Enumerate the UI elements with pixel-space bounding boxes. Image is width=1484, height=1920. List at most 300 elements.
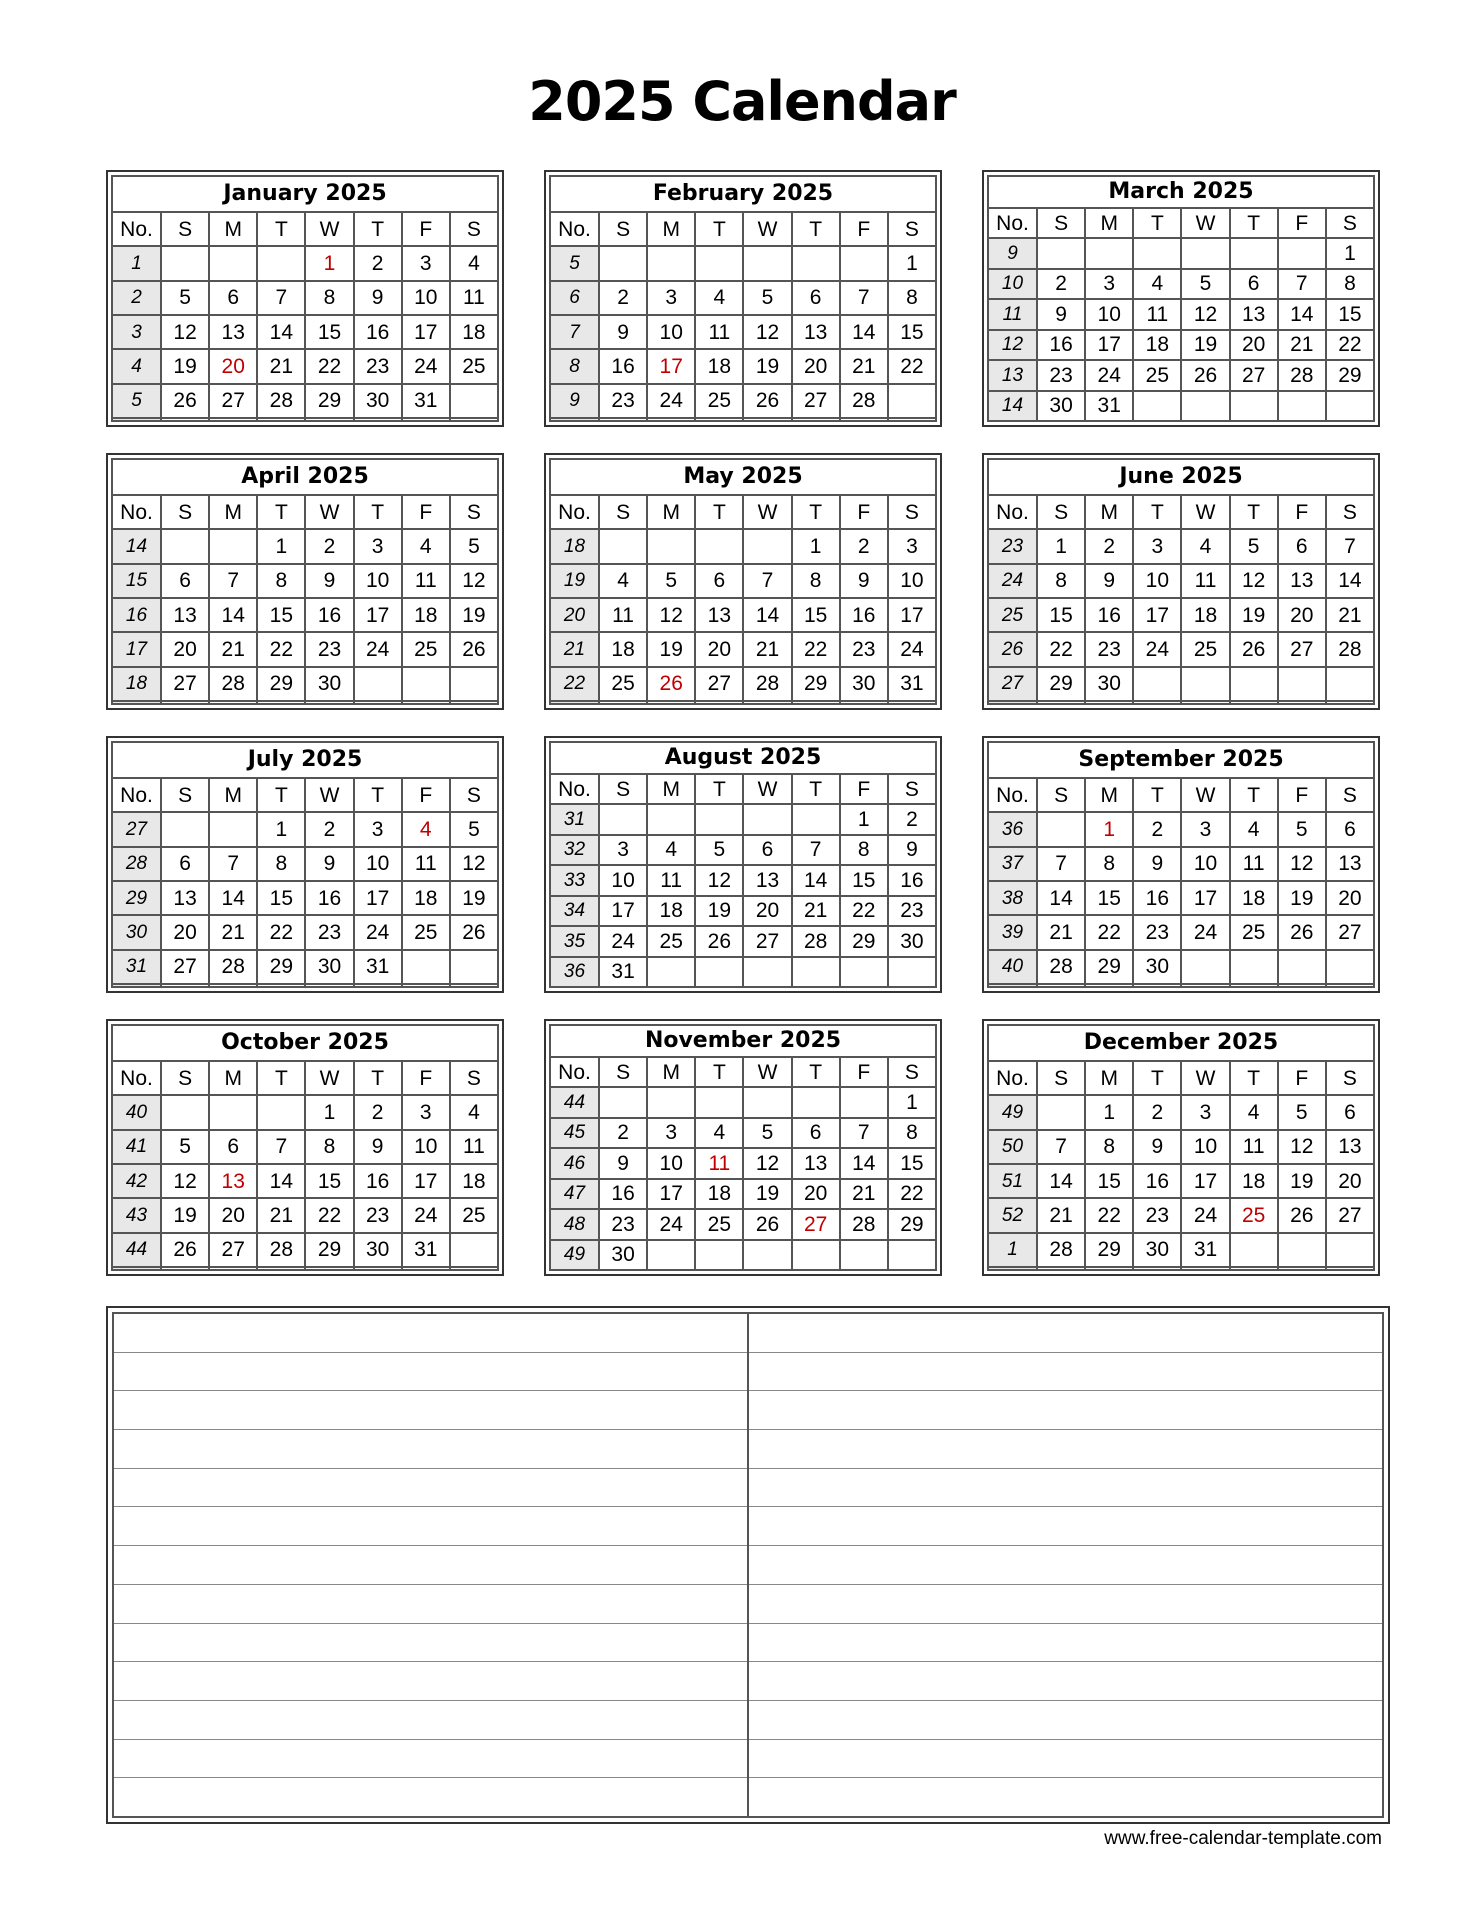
- day-cell: 20: [695, 632, 743, 666]
- month-title: September 2025: [988, 742, 1374, 778]
- week-row: [112, 1198, 498, 1232]
- day-cell: [1181, 391, 1229, 422]
- day-cell: 30: [1133, 950, 1181, 984]
- day-cell: 14: [257, 1164, 305, 1198]
- day-cell: 5: [1278, 1095, 1326, 1129]
- week-row: [550, 418, 936, 421]
- day-cell: 19: [161, 349, 209, 383]
- day-cell: 18: [1133, 330, 1181, 360]
- day-cell: 25: [450, 1198, 498, 1232]
- week-number-header: No.: [550, 495, 599, 529]
- week-row: [988, 1095, 1374, 1129]
- week-row: [550, 598, 936, 632]
- day-cell: 31: [402, 1233, 450, 1267]
- day-cell: 24: [647, 384, 695, 418]
- day-cell: 23: [354, 349, 402, 383]
- day-cell: [1230, 1233, 1278, 1267]
- week-row: [988, 330, 1374, 360]
- weekday-header: F: [840, 495, 888, 529]
- day-cell: [305, 418, 353, 421]
- day-cell: 19: [743, 1179, 791, 1209]
- day-cell: 13: [695, 598, 743, 632]
- day-cell: [599, 804, 647, 834]
- month-title: February 2025: [550, 176, 936, 212]
- weekday-header: M: [647, 212, 695, 246]
- month-calendar: [106, 453, 504, 710]
- weekday-header: F: [1278, 208, 1326, 238]
- day-cell: [257, 984, 305, 987]
- day-cell: [695, 246, 743, 280]
- week-row: [112, 881, 498, 915]
- day-cell: 31: [888, 667, 936, 701]
- day-cell: 13: [1326, 847, 1374, 881]
- note-line: [749, 1778, 1382, 1816]
- week-number-cell: 43: [112, 1198, 161, 1232]
- day-cell: 3: [1133, 529, 1181, 563]
- day-cell: 24: [1085, 360, 1133, 390]
- day-cell: 29: [257, 950, 305, 984]
- week-row: [550, 1118, 936, 1148]
- weekday-header: T: [257, 778, 305, 812]
- day-cell: 10: [1085, 299, 1133, 329]
- week-number-cell: [112, 701, 161, 704]
- day-cell: 3: [402, 246, 450, 280]
- day-cell: 21: [257, 1198, 305, 1232]
- day-cell: [450, 1233, 498, 1267]
- day-cell: 8: [257, 847, 305, 881]
- week-row: [112, 847, 498, 881]
- weekday-header: T: [695, 1057, 743, 1087]
- day-cell: 22: [305, 1198, 353, 1232]
- weekday-header: W: [305, 778, 353, 812]
- month-calendar: [982, 453, 1380, 710]
- week-number-cell: 44: [112, 1233, 161, 1267]
- weekday-header: S: [1037, 208, 1085, 238]
- day-cell: 15: [257, 598, 305, 632]
- week-row: [988, 1164, 1374, 1198]
- day-cell: 31: [402, 384, 450, 418]
- day-cell: 12: [743, 1148, 791, 1178]
- day-cell: 1: [888, 1087, 936, 1117]
- day-cell: 19: [695, 896, 743, 926]
- month-title: January 2025: [112, 176, 498, 212]
- week-row: [112, 1164, 498, 1198]
- week-number-header: No.: [988, 1061, 1037, 1095]
- week-number-cell: 24: [988, 564, 1037, 598]
- month-calendar: [544, 453, 942, 710]
- week-number-cell: 25: [988, 598, 1037, 632]
- day-cell: [450, 667, 498, 701]
- weekday-header: S: [161, 495, 209, 529]
- note-line: [749, 1662, 1382, 1701]
- week-number-header: No.: [988, 495, 1037, 529]
- month-calendar: [544, 736, 942, 993]
- day-cell: 8: [1326, 269, 1374, 299]
- day-cell: 28: [209, 667, 257, 701]
- day-cell: 30: [599, 1240, 647, 1271]
- weekday-header: F: [402, 778, 450, 812]
- weekday-header: S: [161, 778, 209, 812]
- day-cell: 21: [257, 349, 305, 383]
- day-cell: 8: [1085, 1130, 1133, 1164]
- day-cell: 8: [1085, 847, 1133, 881]
- week-row: [550, 865, 936, 895]
- day-cell: 10: [647, 315, 695, 349]
- week-number-cell: [550, 701, 599, 704]
- day-cell: 10: [1181, 847, 1229, 881]
- day-cell: [599, 246, 647, 280]
- day-cell: 8: [840, 835, 888, 865]
- note-line: [114, 1546, 747, 1585]
- day-cell: 4: [450, 246, 498, 280]
- day-cell: [450, 418, 498, 421]
- day-cell: 17: [1181, 1164, 1229, 1198]
- week-row: [988, 360, 1374, 390]
- day-cell: 14: [840, 1148, 888, 1178]
- day-cell: 30: [1133, 1233, 1181, 1267]
- month-calendar: [106, 736, 504, 993]
- week-number-cell: 36: [988, 812, 1037, 846]
- weekday-header: W: [1181, 495, 1229, 529]
- note-line: [114, 1701, 747, 1740]
- day-cell: 18: [695, 1179, 743, 1209]
- week-number-cell: 31: [112, 950, 161, 984]
- weekday-header: F: [840, 1057, 888, 1087]
- day-cell: [1181, 701, 1229, 704]
- day-cell: [1181, 1267, 1229, 1270]
- day-cell: [1278, 701, 1326, 704]
- note-line: [749, 1546, 1382, 1585]
- day-cell: 9: [888, 835, 936, 865]
- weekday-header: T: [1230, 778, 1278, 812]
- week-number-cell: 18: [112, 667, 161, 701]
- day-cell: [743, 246, 791, 280]
- day-cell: [1133, 1267, 1181, 1270]
- day-cell: 26: [647, 667, 695, 701]
- weekday-header: F: [402, 495, 450, 529]
- day-cell: [1085, 1267, 1133, 1270]
- notes-column-right: [747, 1314, 1382, 1816]
- day-cell: 24: [354, 632, 402, 666]
- month-title: November 2025: [550, 1025, 936, 1057]
- day-cell: 11: [695, 315, 743, 349]
- week-row: [988, 915, 1374, 949]
- day-cell: 22: [1085, 915, 1133, 949]
- day-cell: 14: [1037, 1164, 1085, 1198]
- day-cell: [792, 418, 840, 421]
- day-cell: [257, 246, 305, 280]
- day-cell: 8: [888, 281, 936, 315]
- day-cell: 24: [647, 1209, 695, 1239]
- day-cell: 20: [1326, 881, 1374, 915]
- day-cell: [695, 1240, 743, 1271]
- day-cell: 18: [695, 349, 743, 383]
- day-cell: 3: [888, 529, 936, 563]
- day-cell: 7: [1037, 847, 1085, 881]
- month-calendar: [982, 170, 1380, 427]
- day-cell: [354, 1267, 402, 1270]
- day-cell: 23: [354, 1198, 402, 1232]
- day-cell: 14: [257, 315, 305, 349]
- day-cell: 1: [305, 246, 353, 280]
- day-cell: 11: [599, 598, 647, 632]
- week-row: [550, 804, 936, 834]
- day-cell: 16: [1037, 330, 1085, 360]
- week-number-cell: [988, 984, 1037, 987]
- day-cell: 5: [1278, 812, 1326, 846]
- day-cell: 20: [1230, 330, 1278, 360]
- day-cell: 5: [743, 281, 791, 315]
- week-row: [112, 1130, 498, 1164]
- day-cell: 7: [840, 1118, 888, 1148]
- week-row: [112, 632, 498, 666]
- day-cell: 4: [1133, 269, 1181, 299]
- day-cell: 28: [257, 384, 305, 418]
- day-cell: 4: [402, 529, 450, 563]
- day-cell: [743, 1240, 791, 1271]
- day-cell: 6: [1326, 812, 1374, 846]
- day-cell: [599, 529, 647, 563]
- day-cell: 22: [257, 915, 305, 949]
- weekday-header: W: [305, 495, 353, 529]
- day-cell: 12: [647, 598, 695, 632]
- weekday-header: M: [1085, 778, 1133, 812]
- day-cell: 9: [1037, 299, 1085, 329]
- day-cell: [257, 1267, 305, 1270]
- week-row: [988, 269, 1374, 299]
- day-cell: 27: [161, 667, 209, 701]
- day-cell: [402, 418, 450, 421]
- day-cell: 15: [305, 315, 353, 349]
- weekday-header: S: [599, 212, 647, 246]
- week-row: [112, 1267, 498, 1270]
- week-row: [550, 1087, 936, 1117]
- day-cell: 15: [1037, 598, 1085, 632]
- weekday-header: T: [1133, 778, 1181, 812]
- day-cell: 18: [1181, 598, 1229, 632]
- weekday-header: M: [209, 212, 257, 246]
- day-cell: 9: [1085, 564, 1133, 598]
- week-number-header: No.: [988, 778, 1037, 812]
- day-cell: 9: [305, 564, 353, 598]
- day-cell: 17: [402, 315, 450, 349]
- week-number-cell: 26: [988, 632, 1037, 666]
- day-cell: 28: [792, 926, 840, 956]
- week-number-cell: 2: [112, 281, 161, 315]
- day-cell: 30: [354, 384, 402, 418]
- day-cell: 20: [743, 896, 791, 926]
- weekday-header: S: [450, 778, 498, 812]
- weekday-header: T: [695, 495, 743, 529]
- day-cell: 14: [792, 865, 840, 895]
- day-cell: 3: [647, 1118, 695, 1148]
- day-cell: 7: [840, 281, 888, 315]
- day-cell: [209, 1095, 257, 1129]
- day-cell: 6: [1278, 529, 1326, 563]
- day-cell: 11: [1181, 564, 1229, 598]
- day-cell: [792, 246, 840, 280]
- week-number-cell: 17: [112, 632, 161, 666]
- day-cell: [888, 701, 936, 704]
- day-cell: [1326, 1267, 1374, 1270]
- day-cell: [161, 1095, 209, 1129]
- day-cell: 28: [743, 667, 791, 701]
- day-cell: [450, 701, 498, 704]
- weekday-header: T: [792, 774, 840, 804]
- weekday-header: M: [1085, 1061, 1133, 1095]
- weekday-header: F: [840, 774, 888, 804]
- month-title: August 2025: [550, 742, 936, 774]
- day-cell: 1: [257, 529, 305, 563]
- weekday-header: M: [209, 495, 257, 529]
- week-row: [988, 632, 1374, 666]
- note-line: [114, 1353, 747, 1392]
- day-cell: 4: [1181, 529, 1229, 563]
- day-cell: 21: [1037, 1198, 1085, 1232]
- day-cell: 12: [1230, 564, 1278, 598]
- week-row: [112, 281, 498, 315]
- day-cell: [743, 957, 791, 988]
- day-cell: [1037, 1095, 1085, 1129]
- day-cell: [1037, 1267, 1085, 1270]
- notes-column-left: [114, 1314, 747, 1816]
- day-cell: 18: [647, 896, 695, 926]
- day-cell: [695, 529, 743, 563]
- day-cell: 16: [888, 865, 936, 895]
- note-line: [114, 1469, 747, 1508]
- weekday-header: T: [1230, 208, 1278, 238]
- week-row: [988, 881, 1374, 915]
- day-cell: [695, 701, 743, 704]
- weekday-header: S: [599, 774, 647, 804]
- day-cell: [1278, 984, 1326, 987]
- week-number-cell: 44: [550, 1087, 599, 1117]
- day-cell: [1133, 701, 1181, 704]
- week-number-header: No.: [988, 208, 1037, 238]
- day-cell: 23: [305, 632, 353, 666]
- page-title: 2025 Calendar: [528, 70, 956, 133]
- day-cell: 25: [599, 667, 647, 701]
- day-cell: [1037, 812, 1085, 846]
- week-number-cell: 5: [112, 384, 161, 418]
- weekday-header: S: [888, 212, 936, 246]
- day-cell: [161, 1267, 209, 1270]
- day-cell: 4: [1230, 1095, 1278, 1129]
- week-row: [550, 896, 936, 926]
- day-cell: 4: [1230, 812, 1278, 846]
- week-row: [550, 701, 936, 704]
- day-cell: [840, 957, 888, 988]
- week-row: [112, 1233, 498, 1267]
- day-cell: [161, 246, 209, 280]
- week-row: [112, 950, 498, 984]
- day-cell: 19: [161, 1198, 209, 1232]
- day-cell: 29: [840, 926, 888, 956]
- day-cell: [1133, 391, 1181, 422]
- day-cell: [402, 984, 450, 987]
- day-cell: 17: [354, 881, 402, 915]
- week-number-cell: 45: [550, 1118, 599, 1148]
- week-number-cell: 49: [550, 1240, 599, 1271]
- day-cell: [1230, 950, 1278, 984]
- week-row: [550, 281, 936, 315]
- day-cell: [450, 1267, 498, 1270]
- day-cell: 4: [695, 281, 743, 315]
- week-number-cell: 39: [988, 915, 1037, 949]
- month-title: December 2025: [988, 1025, 1374, 1061]
- day-cell: [1133, 667, 1181, 701]
- day-cell: 26: [161, 384, 209, 418]
- note-line: [114, 1507, 747, 1546]
- note-line: [114, 1662, 747, 1701]
- month-calendar: [982, 1019, 1380, 1276]
- day-cell: [888, 418, 936, 421]
- day-cell: 17: [888, 598, 936, 632]
- week-number-cell: 49: [988, 1095, 1037, 1129]
- week-row: [988, 1233, 1374, 1267]
- weekday-header: S: [1326, 778, 1374, 812]
- day-cell: 25: [1230, 1198, 1278, 1232]
- day-cell: 23: [840, 632, 888, 666]
- week-number-cell: 27: [988, 667, 1037, 701]
- day-cell: 12: [161, 315, 209, 349]
- day-cell: [257, 701, 305, 704]
- week-number-cell: 30: [112, 915, 161, 949]
- week-row: [988, 299, 1374, 329]
- weekday-header: F: [840, 212, 888, 246]
- week-number-cell: 28: [112, 847, 161, 881]
- day-cell: [1037, 701, 1085, 704]
- week-number-cell: [112, 1267, 161, 1270]
- day-cell: 20: [161, 632, 209, 666]
- day-cell: 13: [792, 315, 840, 349]
- day-cell: 19: [1278, 881, 1326, 915]
- day-cell: 2: [840, 529, 888, 563]
- day-cell: 9: [1133, 1130, 1181, 1164]
- day-cell: 14: [1278, 299, 1326, 329]
- day-cell: [792, 957, 840, 988]
- week-row: [550, 1240, 936, 1271]
- week-number-cell: 36: [550, 957, 599, 988]
- day-cell: [354, 418, 402, 421]
- day-cell: [1230, 391, 1278, 422]
- weekday-header: T: [1133, 208, 1181, 238]
- day-cell: 12: [695, 865, 743, 895]
- day-cell: 17: [647, 1179, 695, 1209]
- day-cell: 7: [792, 835, 840, 865]
- day-cell: 11: [647, 865, 695, 895]
- note-line: [749, 1740, 1382, 1779]
- day-cell: [1181, 667, 1229, 701]
- day-cell: 9: [599, 1148, 647, 1178]
- day-cell: 6: [209, 1130, 257, 1164]
- week-row: [988, 391, 1374, 422]
- day-cell: [743, 418, 791, 421]
- day-cell: 27: [792, 1209, 840, 1239]
- day-cell: 16: [1133, 1164, 1181, 1198]
- week-number-cell: 23: [988, 529, 1037, 563]
- week-row: [988, 238, 1374, 268]
- day-cell: 31: [354, 950, 402, 984]
- day-cell: 24: [1133, 632, 1181, 666]
- week-row: [550, 529, 936, 563]
- day-cell: [1278, 238, 1326, 268]
- week-row: [988, 701, 1374, 704]
- month-calendar: [106, 1019, 504, 1276]
- weekday-header: W: [743, 212, 791, 246]
- day-cell: 12: [1278, 847, 1326, 881]
- month-title: April 2025: [112, 459, 498, 495]
